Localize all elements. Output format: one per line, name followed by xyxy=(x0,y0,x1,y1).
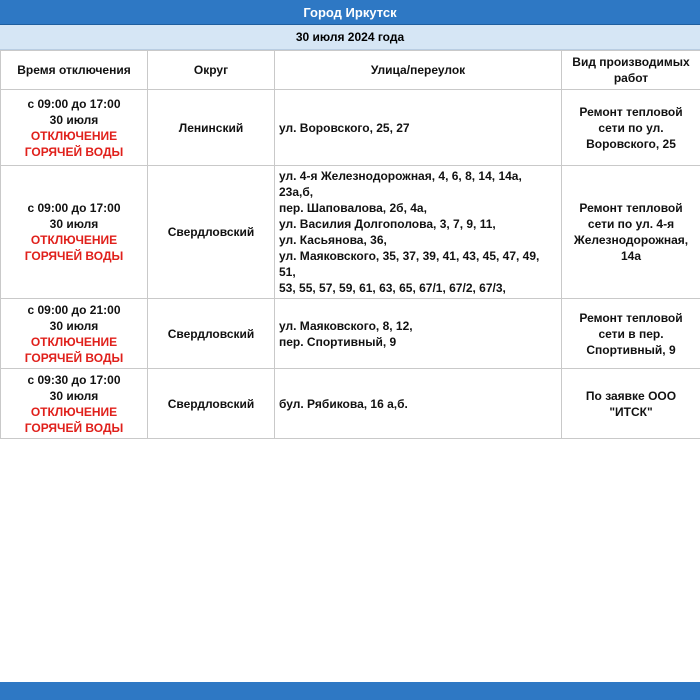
city-title: Город Иркутск xyxy=(0,0,700,25)
outage-time: с 09:00 до 21:00 xyxy=(27,302,121,317)
outage-type-line1: ОТКЛЮЧЕНИЕ xyxy=(30,128,118,143)
district-cell: Свердловский xyxy=(148,299,275,369)
street-line: ул. Маяковского, 8, 12, xyxy=(279,318,413,333)
table-row xyxy=(1,369,700,439)
column-header-street: Улица/переулок xyxy=(275,51,562,90)
outage-time-cell xyxy=(1,369,148,439)
district-cell: Свердловский xyxy=(148,369,275,439)
footer-bar xyxy=(0,682,700,700)
district-cell: Ленинский xyxy=(148,90,275,166)
column-header-district: Округ xyxy=(148,51,275,90)
outage-time-cell xyxy=(1,166,148,299)
outage-type-line1: ОТКЛЮЧЕНИЕ xyxy=(30,233,118,247)
outage-table xyxy=(0,50,700,439)
outage-date: 30 июля xyxy=(49,217,99,231)
table-body xyxy=(1,90,700,439)
street-line: бул. Рябикова, 16 а,б. xyxy=(279,396,408,411)
street-line: ул. Василия Долгополова, 3, 7, 9, 11, xyxy=(279,217,496,231)
street-cell xyxy=(275,299,562,369)
column-header-time: Время отключения xyxy=(1,51,148,90)
outage-date: 30 июля xyxy=(49,112,99,127)
outage-time: с 09:00 до 17:00 xyxy=(27,201,121,215)
outage-date: 30 июля xyxy=(49,318,99,333)
table-row xyxy=(1,299,700,369)
street-line: пер. Спортивный, 9 xyxy=(279,334,397,349)
table-row xyxy=(1,90,700,166)
work-type-cell: Ремонт тепловой сети по ул. Воровского, 25 xyxy=(562,90,700,166)
outage-time: с 09:00 до 17:00 xyxy=(27,96,121,111)
outage-type-line2: ГОРЯЧЕЙ ВОДЫ xyxy=(24,420,124,435)
table-header-row xyxy=(1,51,700,90)
outage-type-line2: ГОРЯЧЕЙ ВОДЫ xyxy=(24,249,124,263)
work-type-cell: По заявке ООО "ИТСК" xyxy=(562,369,700,439)
street-line: пер. Шаповалова, 2б, 4а, xyxy=(279,201,427,215)
column-header-work: Вид производимых работ xyxy=(562,51,700,90)
outage-type-line2: ГОРЯЧЕЙ ВОДЫ xyxy=(24,144,124,159)
outage-time-cell xyxy=(1,90,148,166)
street-line: ул. Касьянова, 36, xyxy=(279,233,387,247)
outage-type-line1: ОТКЛЮЧЕНИЕ xyxy=(30,334,118,349)
table-row xyxy=(1,166,700,299)
street-line: ул. Воровского, 25, 27 xyxy=(279,120,410,135)
street-cell xyxy=(275,90,562,166)
schedule-date: 30 июля 2024 года xyxy=(0,25,700,50)
outage-time-cell xyxy=(1,299,148,369)
street-line: ул. 4-я Железнодорожная, 4, 6, 8, 14, 14а, 23а,б, xyxy=(279,169,522,199)
work-type-cell: Ремонт тепловой сети по ул. 4-я Железнодорожная, 14а xyxy=(562,166,700,299)
work-type-cell: Ремонт тепловой сети в пер. Спортивный, 9 xyxy=(562,299,700,369)
outage-type-line1: ОТКЛЮЧЕНИЕ xyxy=(30,404,118,419)
outage-time: с 09:30 до 17:00 xyxy=(27,372,121,387)
street-line: ул. Маяковского, 35, 37, 39, 41, 43, 45, 47, 49, 51, xyxy=(279,249,540,279)
street-cell xyxy=(275,166,562,299)
street-line: 53, 55, 57, 59, 61, 63, 65, 67/1, 67/2, 67/3, xyxy=(279,281,506,295)
district-cell: Свердловский xyxy=(148,166,275,299)
outage-type-line2: ГОРЯЧЕЙ ВОДЫ xyxy=(24,350,124,365)
outage-date: 30 июля xyxy=(49,388,99,403)
street-cell xyxy=(275,369,562,439)
